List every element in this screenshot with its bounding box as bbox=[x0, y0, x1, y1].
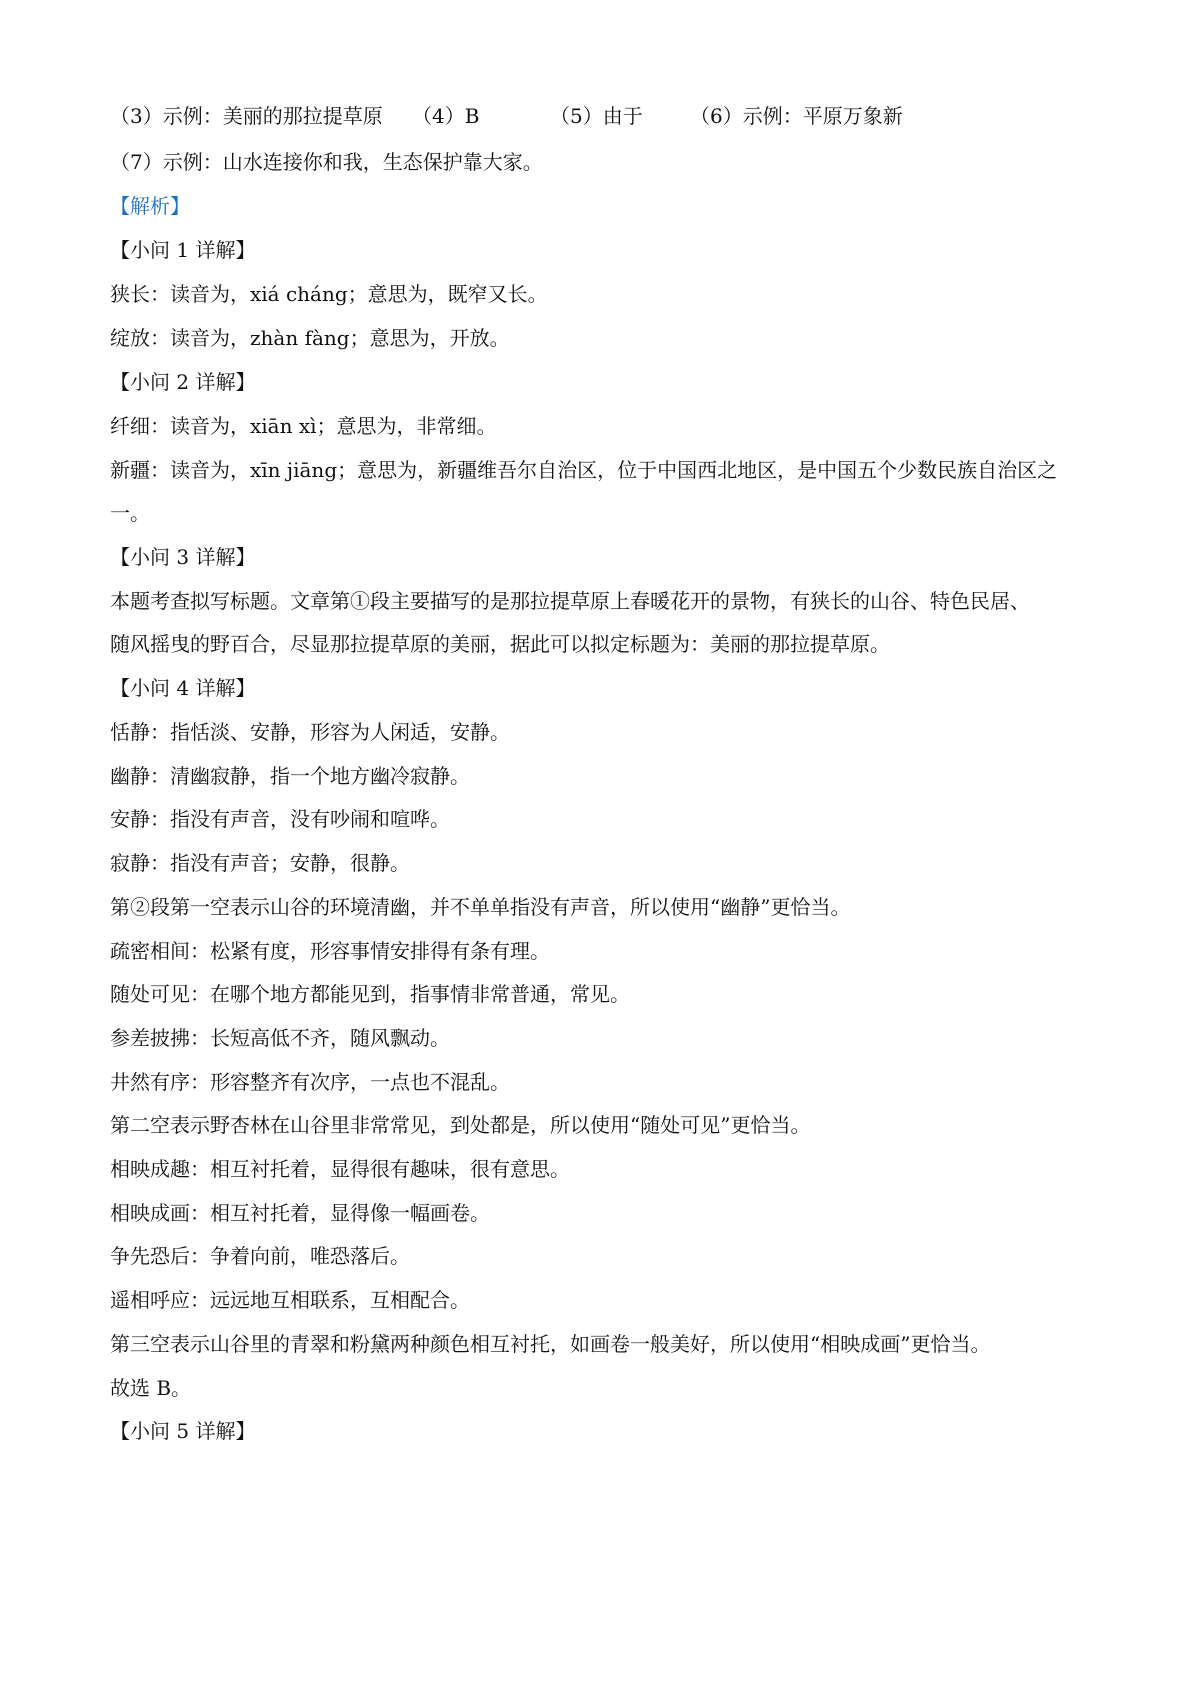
q2-heading: 【小问 2 详解】 bbox=[110, 370, 256, 394]
q1-line: 狭长：读音为，xiá cháng；意思为，既窄又长。 bbox=[110, 282, 548, 306]
q4-line: 第②段第一空表示山谷的环境清幽，并不单单指没有声音，所以使用“幽静”更恰当。 bbox=[110, 895, 851, 919]
analysis-label: 【解析】 bbox=[110, 194, 190, 218]
q4-line: 井然有序：形容整齐有次序，一点也不混乱。 bbox=[110, 1070, 510, 1094]
q4-line: 相映成画：相互衬托着，显得像一幅画卷。 bbox=[110, 1201, 490, 1225]
answer-3: （3）示例：美丽的那拉提草原 bbox=[110, 104, 383, 128]
q1-heading: 【小问 1 详解】 bbox=[110, 238, 256, 262]
q4-line: 恬静：指恬淡、安静，形容为人闲适，安静。 bbox=[110, 720, 510, 744]
answer-5: （5）由于 bbox=[550, 104, 643, 128]
q2-line: 新疆：读音为，xīn jiāng；意思为，新疆维吾尔自治区，位于中国西北地区，是中国五个少数民族自治区之 bbox=[110, 458, 1058, 482]
q4-line: 疏密相间：松紧有度，形容事情安排得有条有理。 bbox=[110, 939, 550, 963]
answer-4: （4）B bbox=[412, 104, 480, 128]
q3-line: 随风摇曳的野百合，尽显那拉提草原的美丽，据此可以拟定标题为：美丽的那拉提草原。 bbox=[110, 632, 890, 656]
q5-heading: 【小问 5 详解】 bbox=[110, 1419, 256, 1443]
q2-line: 一。 bbox=[110, 501, 150, 525]
q4-heading: 【小问 4 详解】 bbox=[110, 676, 256, 700]
q1-line: 绽放：读音为，zhàn fàng；意思为，开放。 bbox=[110, 326, 510, 350]
q3-heading: 【小问 3 详解】 bbox=[110, 545, 256, 569]
q4-line: 第二空表示野杏林在山谷里非常常见，到处都是，所以使用“随处可见”更恰当。 bbox=[110, 1113, 811, 1137]
q4-line: 第三空表示山谷里的青翠和粉黛两种颜色相互衬托，如画卷一般美好，所以使用“相映成画”更恰当。 bbox=[110, 1332, 991, 1356]
q4-line: 随处可见：在哪个地方都能见到，指事情非常普通，常见。 bbox=[110, 982, 630, 1006]
q3-line: 本题考查拟写标题。文章第①段主要描写的是那拉提草原上春暖花开的景物，有狭长的山谷、特色民居、 bbox=[110, 589, 1030, 613]
q4-line: 寂静：指没有声音；安静，很静。 bbox=[110, 851, 410, 875]
q2-line: 纤细：读音为，xiān xì；意思为，非常细。 bbox=[110, 414, 497, 438]
q4-line: 故选 B。 bbox=[110, 1376, 192, 1400]
q4-line: 安静：指没有声音，没有吵闹和喧哗。 bbox=[110, 807, 450, 831]
q4-line: 幽静：清幽寂静，指一个地方幽冷寂静。 bbox=[110, 764, 470, 788]
answer-7: （7）示例：山水连接你和我，生态保护靠大家。 bbox=[110, 150, 543, 174]
answer-6: （6）示例：平原万象新 bbox=[690, 104, 903, 128]
q4-line: 争先恐后：争着向前，唯恐落后。 bbox=[110, 1244, 410, 1268]
q4-line: 参差披拂：长短高低不齐，随风飘动。 bbox=[110, 1026, 450, 1050]
q4-line: 相映成趣：相互衬托着，显得很有趣味，很有意思。 bbox=[110, 1157, 570, 1181]
q4-line: 遥相呼应：远远地互相联系，互相配合。 bbox=[110, 1288, 470, 1312]
